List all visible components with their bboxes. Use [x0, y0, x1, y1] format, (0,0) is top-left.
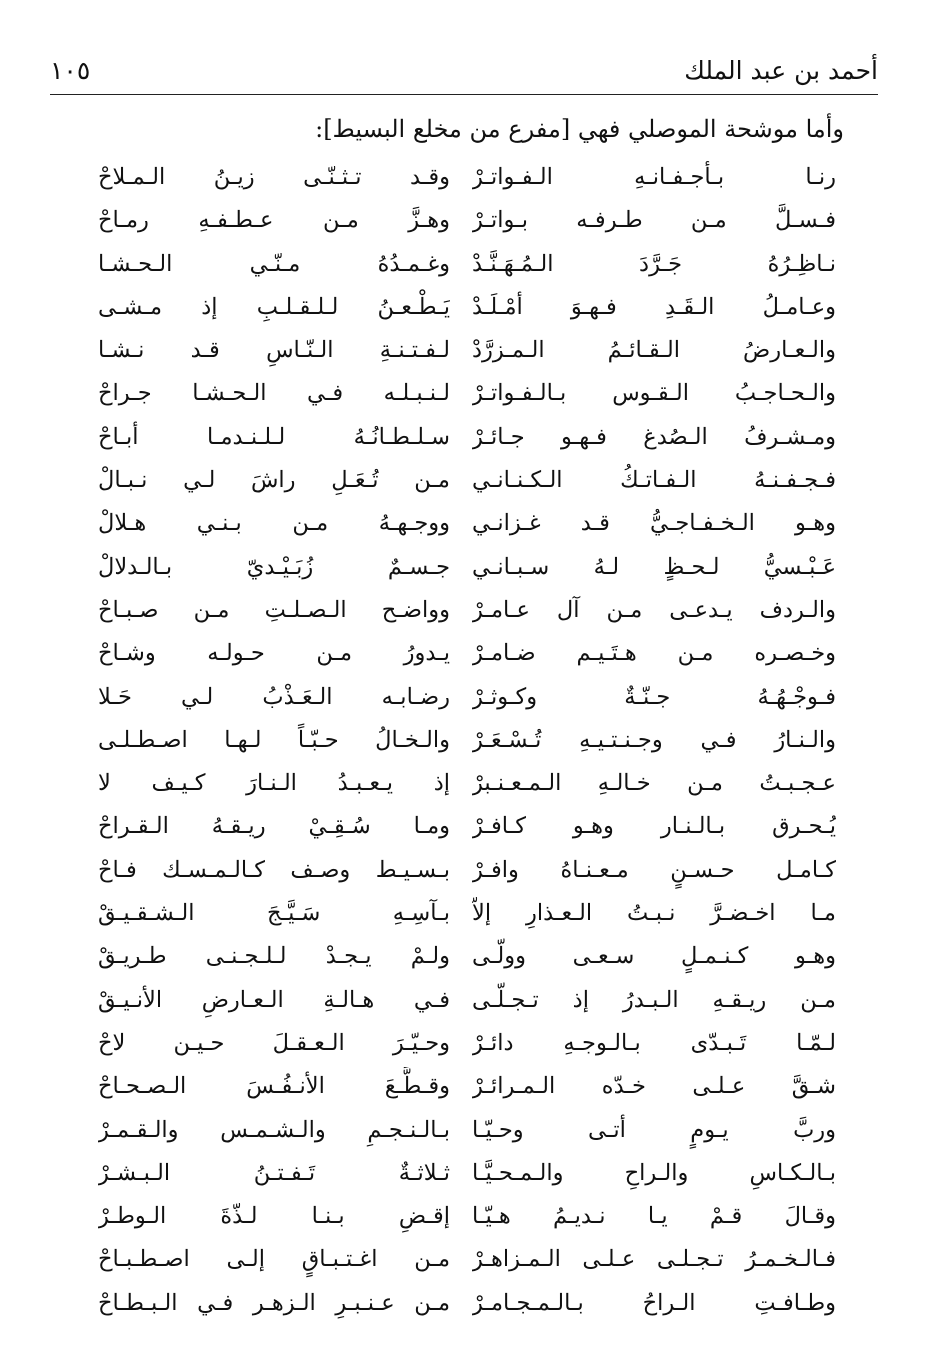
verse — [0, 288, 944, 331]
first-hemistich: والـعـارضُ الـقـائـمُ الـمـزرَّدْ — [472, 337, 836, 364]
second-hemistich: ولـمْ يـجـدْ لـلـجـنـى طـريـقْ — [98, 943, 450, 970]
verse — [0, 418, 944, 461]
second-hemistich: سـلـطـانُـهُ لـلـنـدمـا أبـاحْ — [98, 423, 450, 450]
second-hemistich: رضـابـه الـعَـذْبُ لـي حَـلا — [98, 683, 450, 710]
first-hemistich: فـسـلَّ مـن طـرفـه بـواتـرْ — [472, 207, 836, 234]
verse — [0, 548, 944, 591]
first-hemistich: وقـالَ قـمْ يـا نـديـمُ هـيّـا — [472, 1203, 836, 1230]
intro-line: وأما موشحة الموصلي فهي [مفرع من مخلع البسيط]: — [315, 115, 844, 143]
second-hemistich: وقـد تـثـنّـى زيـنُ الـمـلاحْ — [98, 164, 450, 190]
verse — [0, 1154, 944, 1197]
first-hemistich: فـالـخـمـرُ تـجـلـى عـلـى الـمـزاهـرْ — [472, 1246, 836, 1273]
first-hemistich: والـحـاجـبُ الـقـوس بـالـفـواتـرْ — [472, 380, 836, 407]
first-hemistich: وهـو كـنـمـلٍ سـعـى وولّـى — [472, 943, 836, 970]
second-hemistich: فـي هـالـةِ الـعـارضِ الأنـيـقْ — [98, 986, 450, 1013]
first-hemistich: كـامـل حـسـنٍ مـعـنـاهُ وافـرْ — [472, 856, 836, 883]
poem — [0, 158, 944, 1327]
first-hemistich: بـالـكـاسِ والـراحِ والـمـحـيَّـا — [472, 1159, 836, 1186]
verse — [0, 937, 944, 980]
second-hemistich: يَـطْـعـنُ لـلـقـلـبِ إذ مـشـى — [98, 293, 450, 320]
verse — [0, 721, 944, 764]
first-hemistich: وهـو الـخـفـاجـيُّ قـد غـزانـي — [472, 510, 836, 537]
second-hemistich: وحـيّـرَ الـعـقـلَ حـيـن لاحْ — [98, 1029, 450, 1056]
second-hemistich: والـخـالُ حـبّـاً لـهـا اصـطـلـى — [98, 726, 450, 753]
first-hemistich: والـردف يـدعـى مـن آل عـامـرْ — [472, 596, 836, 623]
second-hemistich: لـفـتـنـةِ الـنّـاسِ قـد نـشـا — [98, 337, 450, 364]
first-hemistich: ومـشـرفُ الـصُدغ فـهـو جـائـرْ — [472, 423, 836, 450]
second-hemistich: وهـزَّ مـن عـطـفـهِ رمـاحْ — [98, 207, 450, 234]
verse — [0, 764, 944, 807]
verse — [0, 678, 944, 721]
first-hemistich: وطـافـتِ الـراحُ بـالـمـجـامـرْ — [472, 1289, 836, 1316]
first-hemistich: لـمّـا تَـبـدّى بـالـوجـهِ دائـرْ — [472, 1029, 836, 1056]
verse — [0, 331, 944, 374]
second-hemistich: ووجـهـهُ مـن بـنـي هـلالْ — [98, 510, 450, 537]
first-hemistich: وخـصـره مـن هـتَـيـم ضـامـرْ — [472, 640, 836, 667]
second-hemistich: بـسـيـط وصـف كـالـمـسـك فـاحْ — [98, 856, 450, 883]
first-hemistich: فـجـفـنـهُ الـفـاتـكُ الـكـنـانـي — [472, 467, 836, 494]
second-hemistich: جـسـمٌ زُبَـيْـديّ بـالـدلالْ — [98, 553, 450, 580]
verse — [0, 1284, 944, 1327]
first-hemistich: نـاظِـرُهُ جَـرَّدَ الـمُـهَـنَّـدْ — [472, 250, 836, 277]
second-hemistich: لـنـبـلـه فـي الـحـشـا جـراحْ — [98, 380, 450, 407]
verse — [0, 504, 944, 547]
first-hemistich: فـوجْـهُـهُ جـنّـةٌ وكـوثـرْ — [472, 683, 836, 710]
second-hemistich: يـدورُ مـن حـولـه وشـاحْ — [98, 640, 450, 667]
page-header — [50, 54, 878, 95]
first-hemistich: وعـامـلُ الـقَـدِ فـهـوَ أمْـلَـدْ — [472, 293, 836, 320]
verse — [0, 158, 944, 201]
second-hemistich: إقـضِ بـنـا لـذّةَ الـوطـرْ — [98, 1203, 450, 1230]
verse — [0, 1240, 944, 1283]
first-hemistich: مـن ريـقـهِ الـبـدرُ إذ تـجـلّـى — [472, 986, 836, 1013]
first-hemistich: والـنـارُ فـي وجـنـتـيـهِ تُـسْـعَـرْ — [472, 726, 836, 753]
verse — [0, 461, 944, 504]
verse — [0, 981, 944, 1024]
first-hemistich: شـقَّ عـلـى خـدّه الـمـرائـرْ — [472, 1073, 836, 1100]
second-hemistich: ثـلاثـةٌ تَـفـتـنُ الـبـشـرْ — [98, 1159, 450, 1186]
second-hemistich: وواضـح الـصـلـتِ مـن صـبـاحْ — [98, 596, 450, 623]
first-hemistich: مـا اخـضـرَّ نـبـتُ الـعـذارِ إلاّ — [472, 900, 836, 927]
verse — [0, 851, 944, 894]
second-hemistich: بـآسِـهِ سَـيَّـجَ الـشـقـيـقْ — [98, 900, 450, 927]
verse — [0, 201, 944, 244]
second-hemistich: ومـا سُـقِـيْ ريـقـهُ الـقـراحْ — [98, 813, 450, 840]
second-hemistich: مـن اغـتـبـاقٍ إلـى اصـطـبـاحْ — [98, 1246, 450, 1273]
first-hemistich: وربَّ يـومٍ أتـى وحـيّـا — [472, 1116, 836, 1143]
verse — [0, 245, 944, 288]
verse — [0, 634, 944, 677]
verse — [0, 1024, 944, 1067]
second-hemistich: إذ يـعـبـدُ الـنـارَ كـيـف لا — [98, 770, 450, 797]
verse — [0, 1067, 944, 1110]
second-hemistich: وغـمـدُهُ مـنّـي الـحـشـا — [98, 250, 450, 277]
first-hemistich: عـجـبـتُ مـن خـالـهِ الـمـعـنـبرْ — [472, 770, 836, 797]
second-hemistich: وقـطَّـعَ الأنـفُـسَ الـصـحـاحْ — [98, 1073, 450, 1100]
verse — [0, 374, 944, 417]
first-hemistich: يُـحـرق بـالـنـار وهـو كـافـرْ — [472, 813, 836, 840]
verse — [0, 807, 944, 850]
first-hemistich: رنـا بـأجـفـانـهِ الـفـواتـرْ — [472, 164, 836, 190]
page-number: ١٠٥ — [50, 56, 91, 85]
first-hemistich: عَـبْـسيُّ لـحـظٍ لـهُ سـبـانـي — [472, 553, 836, 580]
verse — [0, 1111, 944, 1154]
running-title: أحمد بن عبد الملك — [684, 56, 878, 85]
verse — [0, 1197, 944, 1240]
second-hemistich: مـن عـنـبـرِ الـزهـر فـي الـبـطـاحْ — [98, 1289, 450, 1316]
second-hemistich: بـالـنـجـمِ والـشـمـس والـقـمـرْ — [98, 1116, 450, 1143]
verse — [0, 894, 944, 937]
verse — [0, 591, 944, 634]
second-hemistich: مـن تُـعَـلِ راشَ لـي نـبـالْ — [98, 467, 450, 494]
